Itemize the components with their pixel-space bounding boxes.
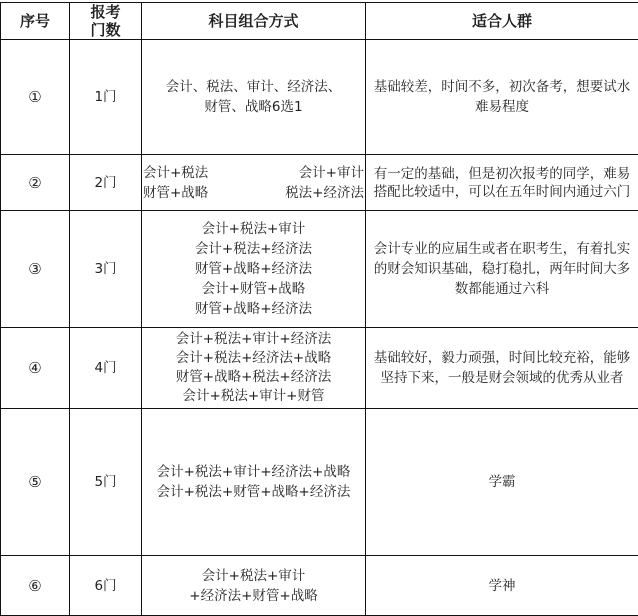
combo-line: 财管、战略6选1 xyxy=(145,97,362,117)
combo-item: 会计+审计 xyxy=(299,163,364,183)
row-audience: 基础较好，毅力顽强，时间比较充裕，能够坚持下来，一般是财会领域的优秀从业者 xyxy=(366,328,638,409)
combo-line: 财管+战略+经济法 xyxy=(145,299,362,319)
combo-line: 财管+战略+经济法 xyxy=(145,259,362,279)
row-combo xyxy=(142,556,366,616)
row-count: 6门 xyxy=(70,556,142,616)
header-combo: 科目组合方式 xyxy=(142,3,366,40)
table-row xyxy=(1,409,638,556)
combo-line: 会计+税法+审计 xyxy=(145,219,362,239)
header-audience: 适合人群 xyxy=(366,3,638,40)
combo-line xyxy=(143,163,364,183)
row-count: 2门 xyxy=(70,155,142,211)
combo-line: 会计+税法+审计+经济法+战略 xyxy=(145,462,362,482)
row-count: 5门 xyxy=(70,409,142,556)
row-no: ② xyxy=(1,155,70,211)
table-row xyxy=(1,155,638,211)
row-count: 1门 xyxy=(70,40,142,155)
row-no: ① xyxy=(1,40,70,155)
row-audience: 有一定的基础，但是初次报考的同学，难易搭配比较适中，可以在五年时间内通过六门 xyxy=(366,155,638,211)
row-combo xyxy=(142,328,366,409)
combo-line: 会计、税法、审计、经济法、 xyxy=(145,77,362,97)
row-no: ⑤ xyxy=(1,409,70,556)
row-audience: 基础较差，时间不多，初次备考，想要试水难易程度 xyxy=(366,40,638,155)
row-count: 3门 xyxy=(70,211,142,328)
row-combo xyxy=(142,409,366,556)
table-row xyxy=(1,556,638,616)
header-row xyxy=(1,3,638,40)
header-count-line1: 报考 xyxy=(73,3,138,21)
row-combo xyxy=(142,40,366,155)
row-combo xyxy=(142,155,366,211)
combo-line: 会计+税法+审计 xyxy=(145,566,362,586)
row-no: ⑥ xyxy=(1,556,70,616)
table-row xyxy=(1,328,638,409)
row-audience: 学霸 xyxy=(366,409,638,556)
table-row xyxy=(1,211,638,328)
row-audience: 学神 xyxy=(366,556,638,616)
combo-line: 财管+战略+税法+经济法 xyxy=(145,368,362,387)
combo-line: 会计+税法+财管+战略+经济法 xyxy=(145,482,362,502)
row-no: ③ xyxy=(1,211,70,328)
combo-item: 税法+经济法 xyxy=(285,183,364,203)
header-count xyxy=(70,3,142,40)
combo-line: 会计+税法+经济法+战略 xyxy=(145,349,362,368)
exam-combination-table xyxy=(0,2,638,616)
combo-line: 会计+税法+审计+经济法 xyxy=(145,330,362,349)
row-no: ④ xyxy=(1,328,70,409)
combo-line: +经济法+财管+战略 xyxy=(145,586,362,606)
combo-line: 会计+税法+审计+财管 xyxy=(145,387,362,406)
combo-item: 会计+税法 xyxy=(143,163,208,183)
header-no: 序号 xyxy=(1,3,70,40)
combo-line: 会计+税法+经济法 xyxy=(145,239,362,259)
combo-item: 财管+战略 xyxy=(143,183,208,203)
table-row xyxy=(1,40,638,155)
row-combo xyxy=(142,211,366,328)
row-count: 4门 xyxy=(70,328,142,409)
header-count-line2: 门数 xyxy=(73,21,138,39)
row-audience: 会计专业的应届生或者在职考生，有着扎实的财会知识基础，稳打稳扎，两年时间大多数都能通过六科 xyxy=(366,211,638,328)
combo-line: 会计+财管+战略 xyxy=(145,279,362,299)
combo-line xyxy=(143,183,364,203)
